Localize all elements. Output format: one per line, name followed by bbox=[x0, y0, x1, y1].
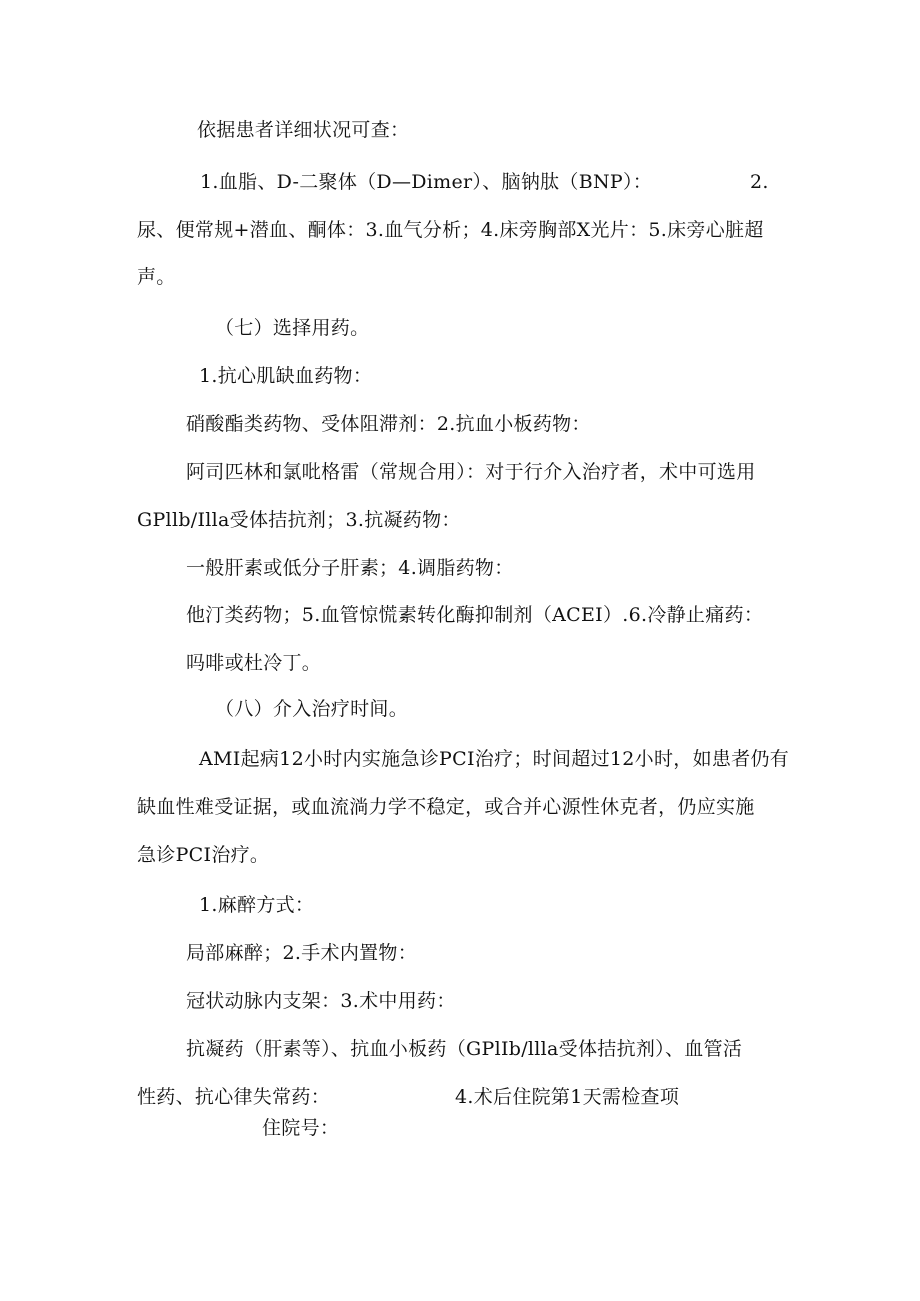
text-line: 局部麻醉；2.手术内置物： bbox=[186, 942, 418, 964]
text-line: 阿司匹林和氯吡格雷（常规合用）：对于行介入治疗者，术中可选用 bbox=[186, 461, 756, 483]
text-line: 1.麻醉方式： bbox=[199, 894, 315, 916]
text-line: 缺血性难受证据，或血流淌力学不稳定，或合并心源性休克者，仍应实施 bbox=[137, 796, 755, 818]
text-line: 4.术后住院第1天需检查项 bbox=[455, 1086, 680, 1108]
text-line: 硝酸酯类药物、受体阻滞剂：2.抗血小板药物： bbox=[186, 413, 591, 435]
text-line: 2. bbox=[750, 171, 769, 193]
text-line: 性药、抗心律失常药： bbox=[137, 1086, 331, 1108]
text-line: 急诊PCI治疗。 bbox=[137, 844, 270, 866]
text-line bbox=[137, 218, 782, 242]
text-line: 他汀类药物；5.血管惊慌素转化酶抑制剂（ACEI）.6.冷静止痛药： bbox=[186, 604, 764, 626]
text-line: GPllb/Illa受体拮抗剂；3.抗凝药物： bbox=[137, 509, 461, 531]
text-line: 冠状动脉内支架：3.术中用药： bbox=[186, 990, 456, 1012]
text-line: 一般肝素或低分子肝素；4.调脂药物： bbox=[186, 557, 514, 579]
text-line: AMI起病12小时内实施急诊PCI治疗；时间超过12小时，如患者仍有 bbox=[199, 748, 790, 770]
text-line-content: 尿、便常规+潜血、酮体：3.血气分析；4.床旁胸部X光片：5.床旁心脏超 bbox=[137, 219, 764, 241]
hospital-number-label: 住院号： bbox=[262, 1117, 340, 1139]
text-line: 吗啡或杜冷丁。 bbox=[186, 652, 322, 674]
section-heading: （八）介入治疗时间。 bbox=[215, 698, 409, 720]
text-line: 声。 bbox=[137, 266, 176, 288]
text-line: 1.抗心肌缺血药物： bbox=[199, 365, 373, 387]
text-line: 依据患者详细状况可查： bbox=[197, 119, 410, 141]
text-line: 抗凝药（肝素等）、抗血小板药（GPlIb/llla受体拮抗剂）、血管活 bbox=[186, 1038, 743, 1060]
text-line: 1.血脂、D-二聚体（D—Dimer）、脑钠肽（BNP）： bbox=[200, 171, 653, 193]
section-heading: （七）选择用药。 bbox=[215, 317, 370, 339]
